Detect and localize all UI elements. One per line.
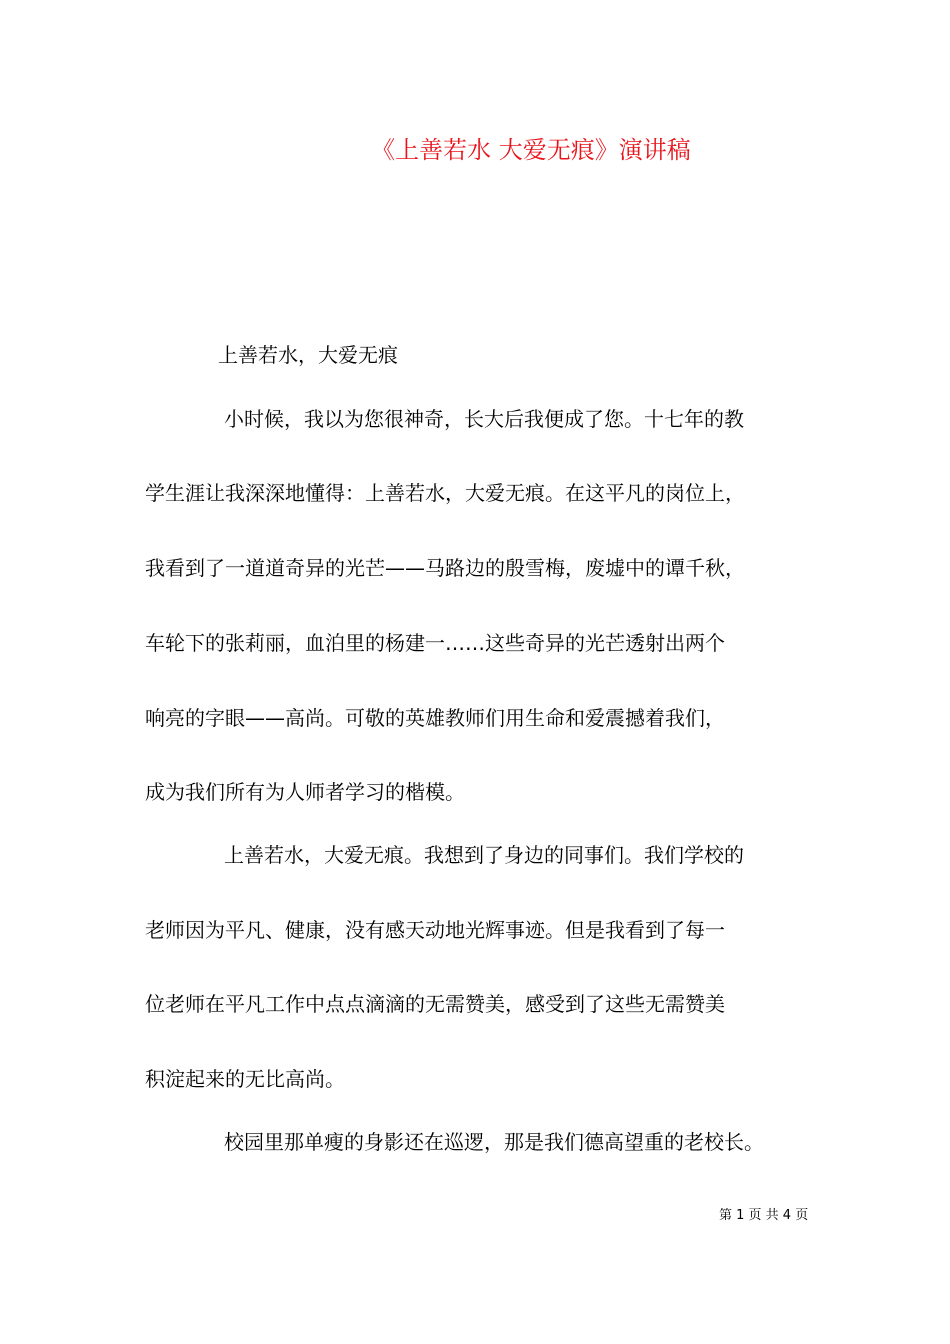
body-line: 位老师在平凡工作中点点滴滴的无需赞美，感受到了这些无需赞美 — [145, 992, 725, 1016]
body-line: 学生涯让我深深地懂得：上善若水，大爱无痕。在这平凡的岗位上， — [145, 481, 745, 505]
body-line: 校园里那单瘦的身影还在巡逻，那是我们德高望重的老校长。 — [224, 1130, 764, 1154]
page-number: 第 1 页 共 4 页 — [719, 1208, 809, 1223]
body-line: 积淀起来的无比高尚。 — [145, 1067, 345, 1091]
body-line: 响亮的字眼——高尚。可敬的英雄教师们用生命和爱震撼着我们， — [145, 706, 725, 730]
body-line: 车轮下的张莉丽，血泊里的杨建一……这些奇异的光芒透射出两个 — [145, 631, 725, 655]
page-title: 《上善若水 大爱无痕》演讲稿 — [371, 136, 691, 164]
speech-subtitle: 上善若水，大爱无痕 — [218, 343, 398, 367]
body-line: 成为我们所有为人师者学习的楷模。 — [145, 780, 465, 804]
body-line: 上善若水，大爱无痕。我想到了身边的同事们。我们学校的 — [224, 843, 744, 867]
body-line: 小时候，我以为您很神奇，长大后我便成了您。十七年的教 — [224, 407, 744, 431]
body-line: 我看到了一道道奇异的光芒——马路边的殷雪梅，废墟中的谭千秋， — [145, 556, 745, 580]
body-line: 老师因为平凡、健康，没有感天动地光辉事迹。但是我看到了每一 — [145, 918, 725, 942]
